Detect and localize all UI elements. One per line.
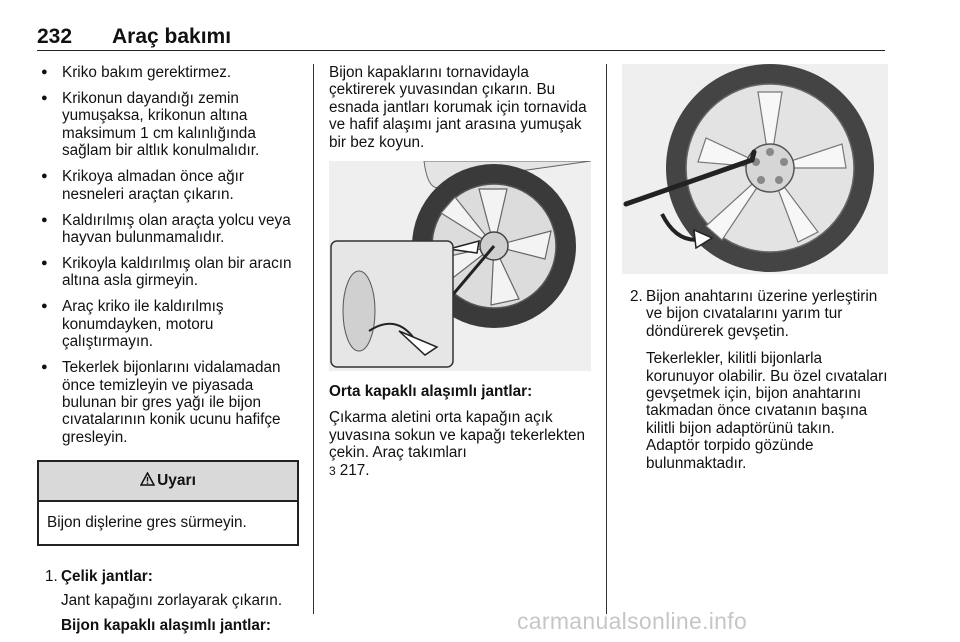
warning-text: Bijon dişlerine gres sürmeyin. (47, 514, 247, 532)
step-2 (622, 288, 888, 472)
precautions-list (37, 64, 299, 446)
step-number: 1. (45, 567, 58, 585)
cross-reference-page: 217. (339, 461, 370, 479)
column-divider-right (606, 64, 607, 614)
center-cap-body: Çıkarma aletini orta kapağın açık yuvasına sokun ve kapağı tekerlekten çekin. Araç takımları (329, 409, 585, 462)
center-cap-text (329, 409, 591, 480)
step-text: Jant kapağını zorlayarak çıkarın. (61, 592, 283, 610)
page-number: 232 (37, 25, 73, 48)
page-header (37, 22, 885, 51)
hubcap-removal-text: Bijon kapaklarını tornavidayla çektirerek yuvasından çıkarın. Bu esnada jantları korumak için tornavida ve hafif alaşımı jant arasına yumuşak bir bez koyun. (329, 64, 587, 151)
warning-title: Uyarı (157, 472, 196, 490)
column-divider-left (313, 64, 314, 614)
watermark: carmanualsonline.info (517, 608, 748, 634)
middle-column (329, 64, 591, 480)
warning-box (37, 460, 299, 545)
step-1 (37, 568, 299, 634)
left-column (37, 64, 299, 641)
wheel-illustration (329, 161, 591, 371)
warning-header (39, 462, 297, 502)
list-item: ● Kriko bakım gerektirmez. (37, 64, 299, 81)
hubcap-removal-illustration (329, 161, 591, 371)
step-note: Tekerlekler, kilitli bijonlarla korunuyor olabilir. Bu özel cıvataları gevşetmek için, bijon anahtarını takmadan önce cıvatanın başına kilitli bijon adaptörünü takın. Adaptör torpido gözünde bulunmaktadır. (646, 350, 888, 472)
step-subheading: Bijon kapaklı alaşımlı jantlar: (61, 616, 271, 634)
step-number: 2. (630, 288, 643, 305)
list-item: ● Araç kriko ile kaldırılmış konumdayken, motoru çalıştırmayın. (37, 298, 299, 350)
step-text: Bijon anahtarını üzerine yerleştirin ve bijon cıvatalarını yarım tur döndürerek gevşetin. (646, 288, 878, 340)
center-cap-subheading: Orta kapaklı alaşımlı jantlar: (329, 383, 533, 401)
list-item: ● Krikoya almadan önce ağır nesneleri araçtan çıkarın. (37, 168, 299, 203)
step-title: Çelik jantlar: (61, 567, 153, 585)
section-title: Araç bakımı (112, 25, 232, 48)
list-item: ● Kaldırılmış olan araçta yolcu veya hayvan bulunmamalıdır. (37, 212, 299, 247)
wheel-wrench-illustration (622, 64, 888, 274)
wheel-wrench-image (622, 64, 888, 274)
warning-icon (140, 472, 155, 486)
right-column (622, 64, 888, 479)
list-item: ● Krikonun dayandığı zemin yumuşaksa, krikonun altına maksimum 1 cm kalınlığında sağlam bir altlık konulmalıdır. (37, 90, 299, 160)
cross-reference-icon: 3 (329, 463, 336, 478)
list-item: ● Krikoyla kaldırılmış olan bir aracın altına asla girmeyin. (37, 255, 299, 290)
list-item: ● Tekerlek bijonlarını vidalamadan önce temizleyin ve piyasada bulunan bir gres yağı ile bijon cıvatalarının konik ucunu hafifçe gresleyin. (37, 359, 299, 446)
